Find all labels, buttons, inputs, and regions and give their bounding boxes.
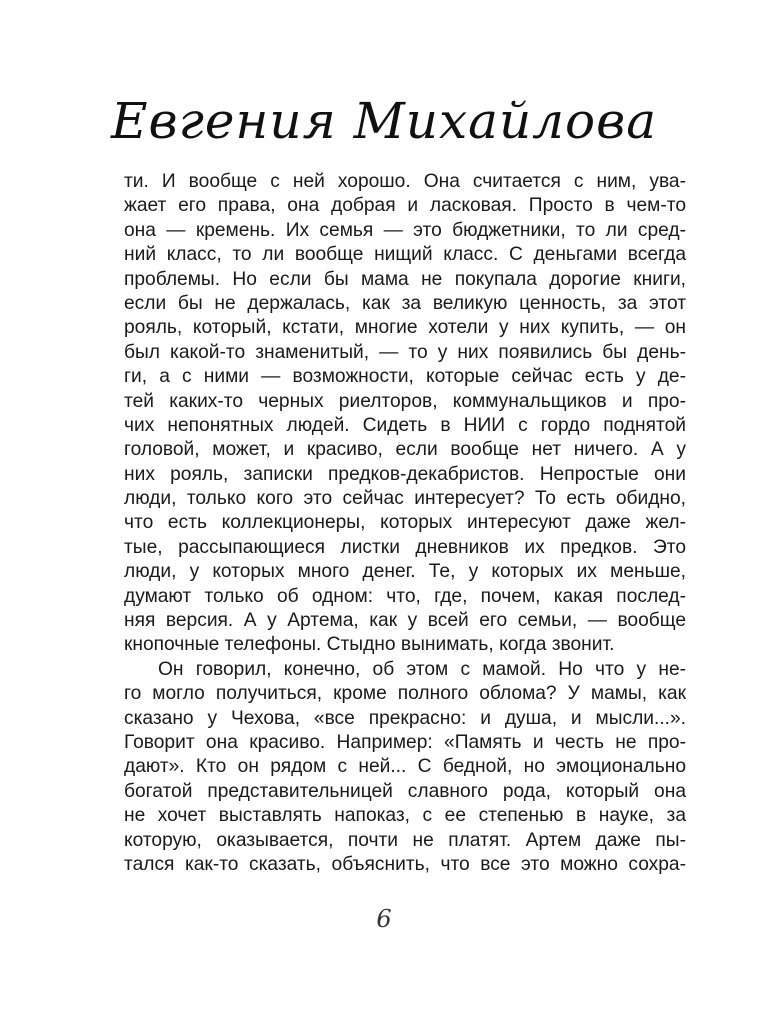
text-line: не хочет выставлять напоказ, с ее степенью в науке, за (124, 805, 686, 827)
text-line: Говорит она красиво. Например: «Память и честь не про- (124, 731, 686, 753)
paragraph-first-line: Он говорил, конечно, об этом с мамой. Но что у не- (158, 658, 686, 680)
text-line: головой, может, и красиво, если вообще нет ничего. А у (124, 439, 686, 461)
text-line: тался как-то сказать, объяснить, что все это можно сохра- (124, 853, 686, 875)
body-text (124, 170, 686, 877)
text-line: если бы не держалась, как за великую ценность, за этот (124, 292, 686, 314)
text-line: сказано у Чехова, «все прекрасно: и душа, и мысли...». (124, 707, 686, 729)
text-line: она — кремень. Их семья — это бюджетники, то ли сред- (124, 219, 686, 241)
text-line: кнопочные телефоны. Стыдно вынимать, когда звонит. (124, 634, 615, 656)
text-line: чих непонятных людей. Сидеть в НИИ с гордо поднятой (124, 414, 686, 436)
text-line: люди, только кого это сейчас интересует? То есть обидно, (124, 488, 686, 510)
text-line: проблемы. Но если бы мама не покупала дорогие книги, (124, 268, 686, 290)
author-name: Евгения Михайлова (110, 92, 658, 150)
text-line: тей каких-то черных риелторов, коммунальщиков и про- (124, 390, 686, 412)
text-line: богатой представительницей славного рода, который она (124, 780, 686, 802)
text-line: дают». Кто он рядом с ней... С бедной, но эмоционально (124, 756, 686, 778)
running-head (0, 80, 768, 170)
text-line: тые, рассыпающиеся листки дневников их предков. Это (124, 536, 686, 558)
text-line: люди, у которых много денег. Те, у которых их меньше, (124, 561, 686, 583)
text-line: был какой-то знаменитый, — то у них появились бы день- (124, 341, 686, 363)
text-line: няя версия. А у Артема, как у всей его семьи, — вообще (124, 610, 686, 632)
text-line: думают только об одном: что, где, почем, какая послед- (124, 585, 686, 607)
text-line: го могло получиться, кроме полного облома? У мамы, как (124, 683, 686, 705)
text-line: жает его права, она добрая и ласковая. Просто в чем-то (124, 195, 686, 217)
text-line: них рояль, записки предков-декабристов. Непростые они (124, 463, 686, 485)
text-line: ний класс, то ли вообще нищий класс. С деньгами всегда (124, 244, 686, 266)
text-line: что есть коллекционеры, которых интересуют даже жел- (124, 512, 686, 534)
text-line: которую, оказывается, почти не платят. Артем даже пы- (124, 829, 686, 851)
text-line: ти. И вообще с ней хорошо. Она считается с ним, ува- (124, 171, 686, 192)
text-line: рояль, который, кстати, многие хотели у них купить, — он (124, 317, 686, 339)
page-number: 6 (376, 905, 392, 933)
author-signature (110, 80, 658, 170)
text-line: ги, а с ними — возможности, которые сейчас есть у де- (124, 366, 686, 388)
